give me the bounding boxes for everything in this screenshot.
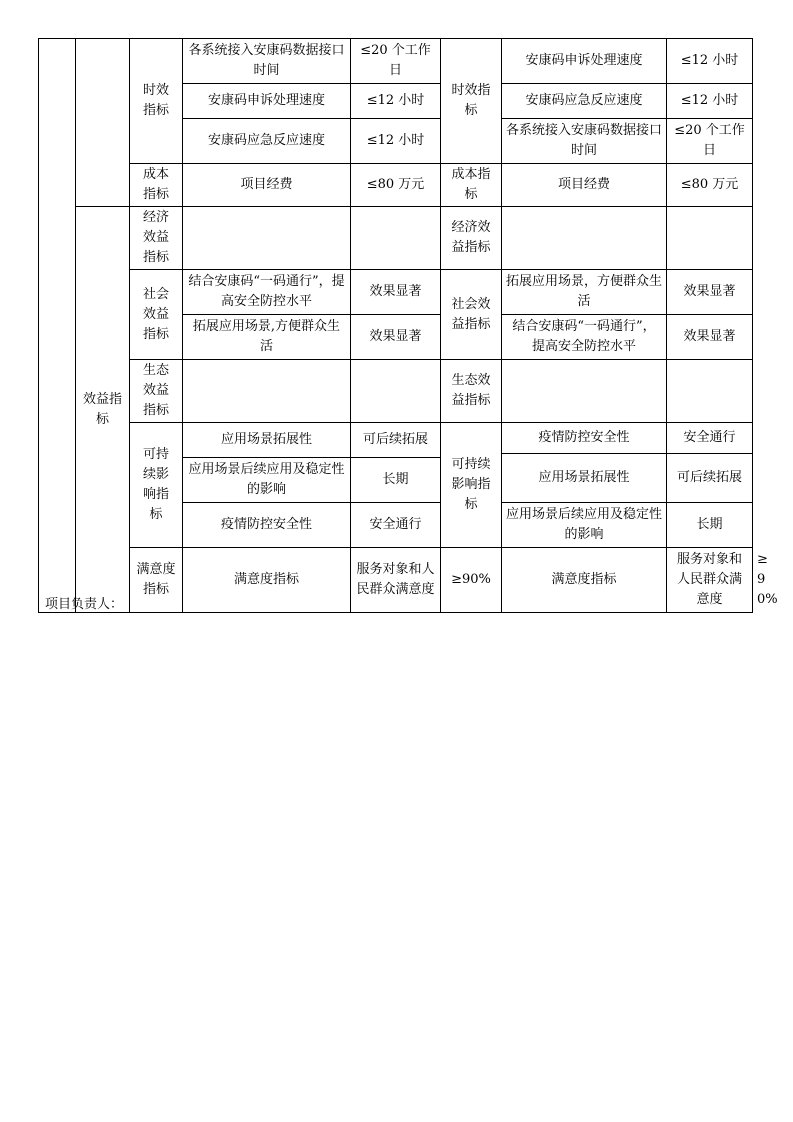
indicator-name-right: 安康码申诉处理速度 [502,39,667,84]
indicator-name-left: 项目经费 [183,164,351,207]
indicator-value-left: ≤12 小时 [351,84,441,119]
table-row [39,207,753,270]
indicator-value-right [667,207,753,270]
indicator-name-left: 拓展应用场景,方便群众生活 [183,315,351,360]
satisfaction-label-cell: 满意度指标 [130,548,183,613]
indicator-name-left: 安康码应急反应速度 [183,119,351,164]
indicator-value-right: ≤20 个工作日 [667,119,753,164]
indicator-name-right: 结合安康码“一码通行”，提高安全防控水平 [502,315,667,360]
indicator-name-left: 应用场景拓展性 [183,423,351,458]
indicator-value-right: ≤80 万元 [667,164,753,207]
indicator-value-right: 可后续拓展 [667,454,753,503]
indicator-value-left: 长期 [351,458,441,503]
indicator-value-left: 可后续拓展 [351,423,441,458]
performance-indicator-table [38,38,778,613]
table-row [39,39,753,84]
cost-category-left: 成本指标 [130,164,183,207]
output-column-cell [76,39,130,207]
indicator-name-left: 结合安康码“一码通行”，提高安全防控水平 [183,270,351,315]
indicator-value-right [667,360,753,423]
indicator-value-left: 安全通行 [351,503,441,548]
benefit-label-cell: 效益指标 [76,207,130,613]
indicator-name-right: 应用场景后续应用及稳定性的影响 [502,503,667,548]
indicator-value-left: 效果显著 [351,270,441,315]
indicator-name-left: 服务对象和人民群众满意度 [351,548,441,613]
indicator-value-left [351,207,441,270]
sustainable-category-right: 可持续影响指标 [441,423,502,548]
indicator-name-right [502,360,667,423]
outer-column-cell [39,39,76,613]
economic-category-right: 经济效益指标 [441,207,502,270]
indicator-name-left: 各系统接入安康码数据接口时间 [183,39,351,84]
indicator-name-right: 项目经费 [502,164,667,207]
indicator-name-left: 安康码申诉处理速度 [183,84,351,119]
indicator-value-left [351,360,441,423]
indicator-name-right: 疫情防控安全性 [502,423,667,454]
timeliness-category-left: 时效指标 [130,39,183,164]
table-row [39,270,753,315]
satisfaction-category-left: 满意度指标 [183,548,351,613]
table-row [39,164,753,207]
indicator-value-left: ≤12 小时 [351,119,441,164]
sustainable-category-left: 可持续影响指标 [130,423,183,548]
project-lead-label: 项目负责人： [45,597,124,612]
table-row [39,423,753,454]
satisfaction-category-right: 满意度指标 [502,548,667,613]
indicator-name-right: 服务对象和人民群众满意度 [667,548,753,613]
indicator-value-right: 安全通行 [667,423,753,454]
indicator-name-left [183,360,351,423]
indicator-name-right: 应用场景拓展性 [502,454,667,503]
social-category-right: 社会效益指标 [441,270,502,360]
indicator-value-left: 效果显著 [351,315,441,360]
indicator-value-right: 长期 [667,503,753,548]
indicator-value-right: ≤12 小时 [667,84,753,119]
indicator-value-right: 效果显著 [667,270,753,315]
indicator-name-left [183,207,351,270]
indicator-name-right: 各系统接入安康码数据接口时间 [502,119,667,164]
indicator-value-left: ≤80 万元 [351,164,441,207]
ecological-category-left: 生态效益指标 [130,360,183,423]
table-row: 满意度指标 满意度指标 服务对象和人民群众满意度 ≥90% 满意度指标 服务对象和人民群众满意度 ≥90% [39,548,753,613]
economic-category-left: 经济效益指标 [130,207,183,270]
indicator-name-right [502,207,667,270]
ecological-category-right: 生态效益指标 [441,360,502,423]
indicator-name-left: 应用场景后续应用及稳定性的影响 [183,458,351,503]
timeliness-category-right: 时效指标 [441,39,502,164]
table-row [39,360,753,423]
indicator-value-right: 效果显著 [667,315,753,360]
indicator-name-right: 安康码应急反应速度 [502,84,667,119]
indicator-value-left: ≥90% [441,548,502,613]
indicator-value-left: ≤20 个工作日 [351,39,441,84]
indicator-name-right: 拓展应用场景，方便群众生活 [502,270,667,315]
indicator-value-right: ≤12 小时 [667,39,753,84]
cost-category-right: 成本指标 [441,164,502,207]
social-category-left: 社会效益指标 [130,270,183,360]
indicator-name-left: 疫情防控安全性 [183,503,351,548]
